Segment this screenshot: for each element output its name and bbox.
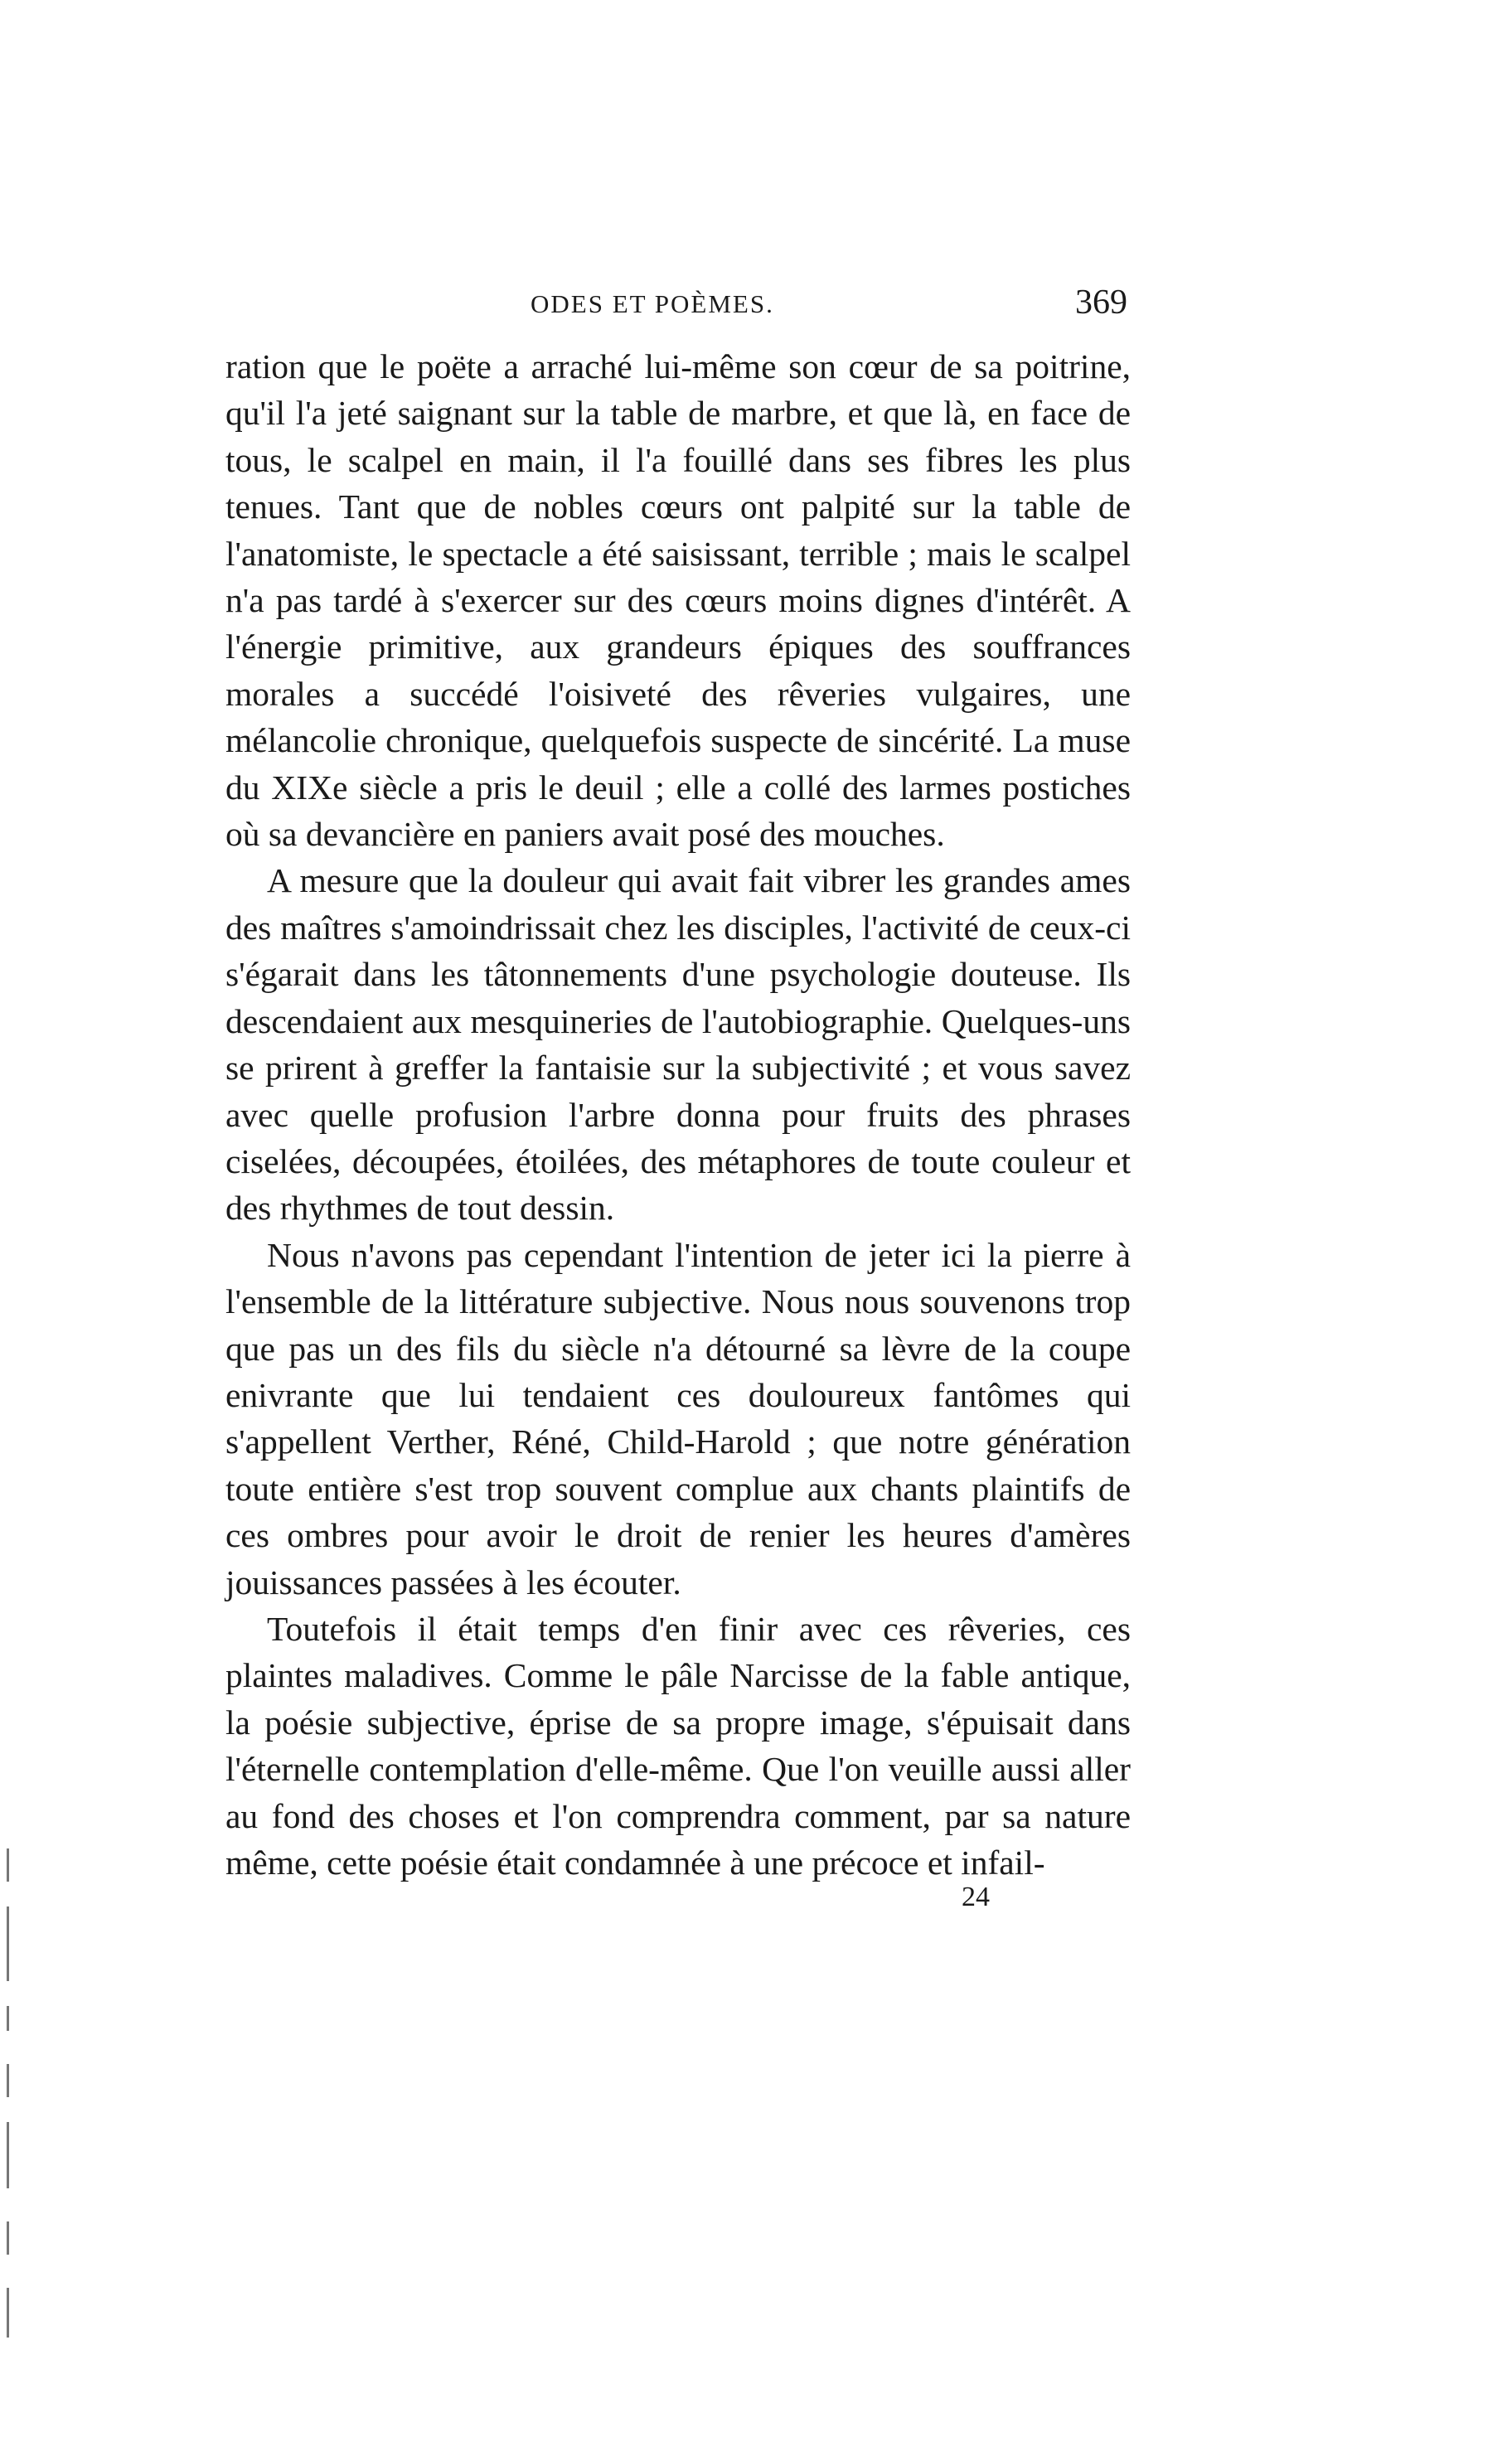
margin-mark	[7, 2064, 9, 2097]
paragraph: A mesure que la douleur qui avait fait vibrer les grandes ames des maîtres s'amoindrissait chez les disciples, l'activité de ceux-ci s'égarait dans les tâtonnements d'une psychologie douteuse. Ils descendaient aux mesquineries de l'autobiographie. Quelques-uns se prirent à greffer la fantaisie sur la subjectivité ; et vous savez avec quelle profusion l'arbre donna pour fruits des phrases ciselées, découpées, étoilées, des métaphores de toute couleur et des rhythmes de tout dessin.	[225, 861, 1131, 1228]
paragraph: Nous n'avons pas cependant l'intention de jeter ici la pierre à l'ensemble de la littérature subjective. Nous nous souvenons trop que pas un des fils du siècle n'a détourné sa lèvre de la coupe enivrante que lui tendaient ces douloureux fantômes qui s'appellent Verther, Réné, Child-Harold ; que notre génération toute entière s'est trop souvent complue aux chants plaintifs de ces ombres pour avoir le droit de renier les heures d'amères jouissances passées à les écouter.	[225, 1235, 1131, 1601]
margin-mark	[7, 2006, 9, 2031]
signature-mark: 24	[962, 1882, 990, 1912]
running-title: ODES ET POÈMES.	[531, 289, 774, 318]
margin-mark	[7, 2122, 9, 2188]
margin-mark	[7, 2221, 9, 2255]
body-text	[225, 343, 1131, 1886]
page-number: 369	[1075, 283, 1127, 322]
margin-mark	[7, 1906, 9, 1981]
paragraph: Toutefois il était temps d'en finir avec ces rêveries, ces plaintes maladives. Comme le pâle Narcisse de la fable antique, la poésie subjective, éprise de sa propre image, s'épuisait dans l'éternelle contemplation d'elle-même. Que l'on veuille aussi aller au fond des choses et l'on comprendra comment, par sa nature même, cette poésie était condamnée à une précoce et infail-	[225, 1609, 1131, 1882]
margin-mark	[7, 1848, 9, 1882]
running-head	[531, 283, 1127, 331]
paragraph: ration que le poëte a arraché lui-même son cœur de sa poitrine, qu'il l'a jeté saignant sur la table de marbre, et que là, en face de tous, le scalpel en main, il l'a fouillé dans ses fibres les plus tenues. Tant que de nobles cœurs ont palpité sur la table de l'anatomiste, le spectacle a été saisissant, terrible ; mais le scalpel n'a pas tardé à s'exercer sur des cœurs moins dignes d'intérêt. A l'énergie primitive, aux grandeurs épiques des souffrances morales a succédé l'oisiveté des rêveries vulgaires, une mélancolie chronique, quelquefois suspecte de sincérité. La muse du XIXe siècle a pris le deuil ; elle a collé des larmes postiches où sa devancière en paniers avait posé des mouches.	[225, 347, 1131, 854]
margin-mark	[7, 2288, 9, 2338]
